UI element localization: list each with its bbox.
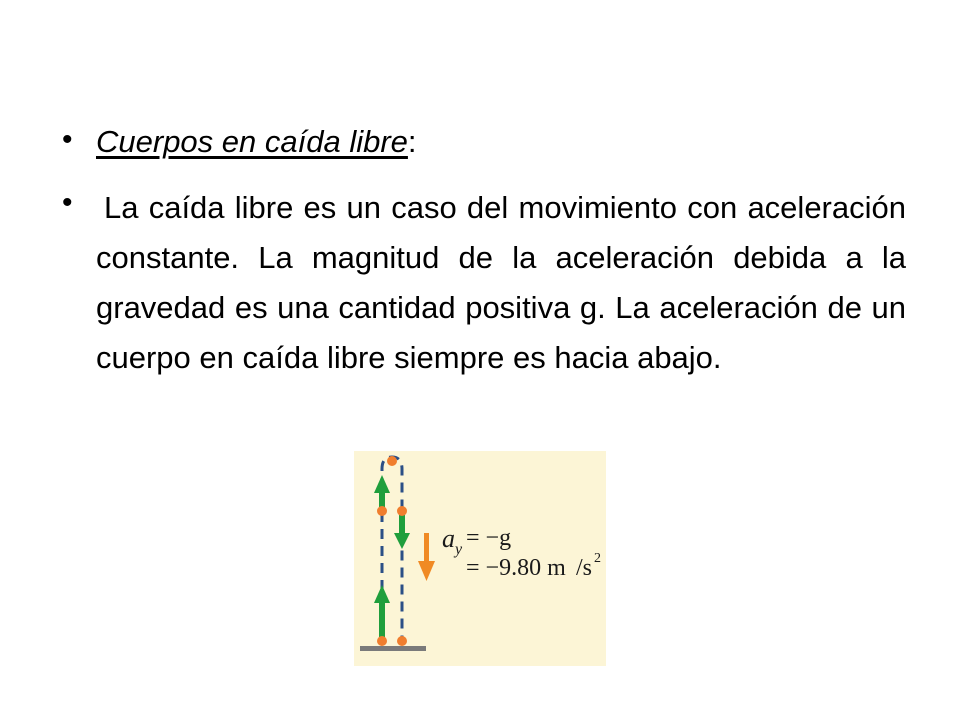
acceleration-arrow [418, 533, 435, 581]
body-paragraph: La caída libre es un caso del movimiento con aceleración constante. La magnitud de la aceleración debida a la gravedad es una cantidad positiva g. La aceleración de un cuerpo en caída libre siempre es hacia abajo. [96, 190, 906, 375]
ground-line [360, 646, 426, 651]
ball-left-mid [377, 506, 387, 516]
bullet-marker: • [62, 123, 73, 156]
formula-line-1: = −g [466, 525, 512, 551]
ay-symbol: a [442, 524, 455, 553]
formula-line-2-value: = −9.80 m [466, 555, 566, 581]
free-fall-figure [354, 451, 606, 666]
upward-velocity-arrow-lower [374, 585, 390, 637]
section-title: Cuerpos en caída libre [96, 124, 408, 159]
formula-line-2-unit: /s [576, 555, 593, 581]
bullet-marker: • [62, 186, 73, 219]
bullet-title-row [96, 126, 417, 157]
free-fall-diagram [354, 451, 606, 666]
downward-velocity-arrow [394, 515, 410, 549]
ball-right-mid [397, 506, 407, 516]
ball-right-bottom [397, 636, 407, 646]
ball-left-bottom [377, 636, 387, 646]
formula-line-2-exponent: 2 [594, 551, 601, 566]
ay-subscript: y [455, 541, 463, 558]
ball-top [387, 456, 397, 466]
section-title-colon: : [407, 124, 417, 159]
